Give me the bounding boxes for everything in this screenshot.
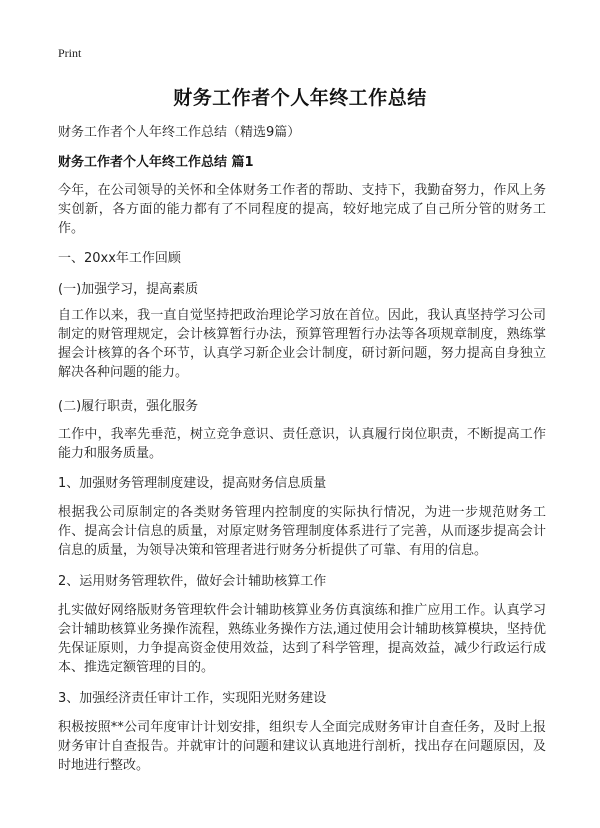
item3-heading: 3、加强经济责任审计工作，实现阳光财务建设 xyxy=(58,691,327,706)
item3-paragraph: 积极按照**公司年度审计计划安排，组织专人全面完成财务审计自查任务，及时上报财务审计自查报告。并就审计的问题和建议认真地进行剖析，找出存在问题原因，及时地进行整改。 xyxy=(58,720,546,773)
item2-heading: 2、运用财务管理软件，做好会计辅助核算工作 xyxy=(58,574,327,589)
item1-paragraph: 根据我公司原制定的各类财务管理内控制度的实际执行情况，为进一步规范财务工作、提高会计信息的质量，对原定财务管理制度体系进行了完善，从而逐步提高会计信息的质量，为领导决策和管理者进行财务分析提供了可靠、有用的信息。 xyxy=(58,505,546,558)
sub2-heading: (二)履行职责，强化服务 xyxy=(58,399,199,414)
part1-heading: 一、20xx年工作回顾 xyxy=(58,251,181,266)
item2-paragraph: 扎实做好网络版财务管理软件会计辅助核算业务仿真演练和推广应用工作。认真学习会计辅助核算业务操作流程，熟练业务操作方法,通过使用会计辅助核算模块，坚持优先保证原则，力争提高资金使用效益，达到了科学管理，提高效益，减少行政运行成本、推选定额管理的目的。 xyxy=(58,603,546,675)
sub2-paragraph: 工作中，我率先垂范，树立竞争意识、责任意识，认真履行岗位职责，不断提高工作能力和服务质量。 xyxy=(58,427,546,461)
sub1-paragraph: 自工作以来，我一直自觉坚持把政治理论学习放在首位。因此，我认真坚持学习公司制定的财管理规定，会计核算暂行办法，预算管理暂行办法等各项规章制度，熟练掌握会计核算的各个环节，认真学习新企业会计制度，研讨新问题，努力提高自身独立解决各种问题的能力。 xyxy=(58,308,546,380)
intro-paragraph: 今年，在公司领导的关怀和全体财务工作者的帮助、支持下，我勤奋努力，作风上务实创新，各方面的能力都有了不同程度的提高，较好地完成了自己所分管的财务工作。 xyxy=(58,183,546,236)
sub1-heading: (一)加强学习，提高素质 xyxy=(58,282,199,297)
document-title: 财务工作者个人年终工作总结 xyxy=(173,87,427,109)
document-subtitle: 财务工作者个人年终工作总结（精选9篇） xyxy=(58,125,301,140)
print-label: Print xyxy=(58,46,82,60)
item1-heading: 1、加强财务管理制度建设，提高财务信息质量 xyxy=(58,476,327,491)
section-title: 财务工作者个人年终工作总结 篇1 xyxy=(58,155,254,170)
